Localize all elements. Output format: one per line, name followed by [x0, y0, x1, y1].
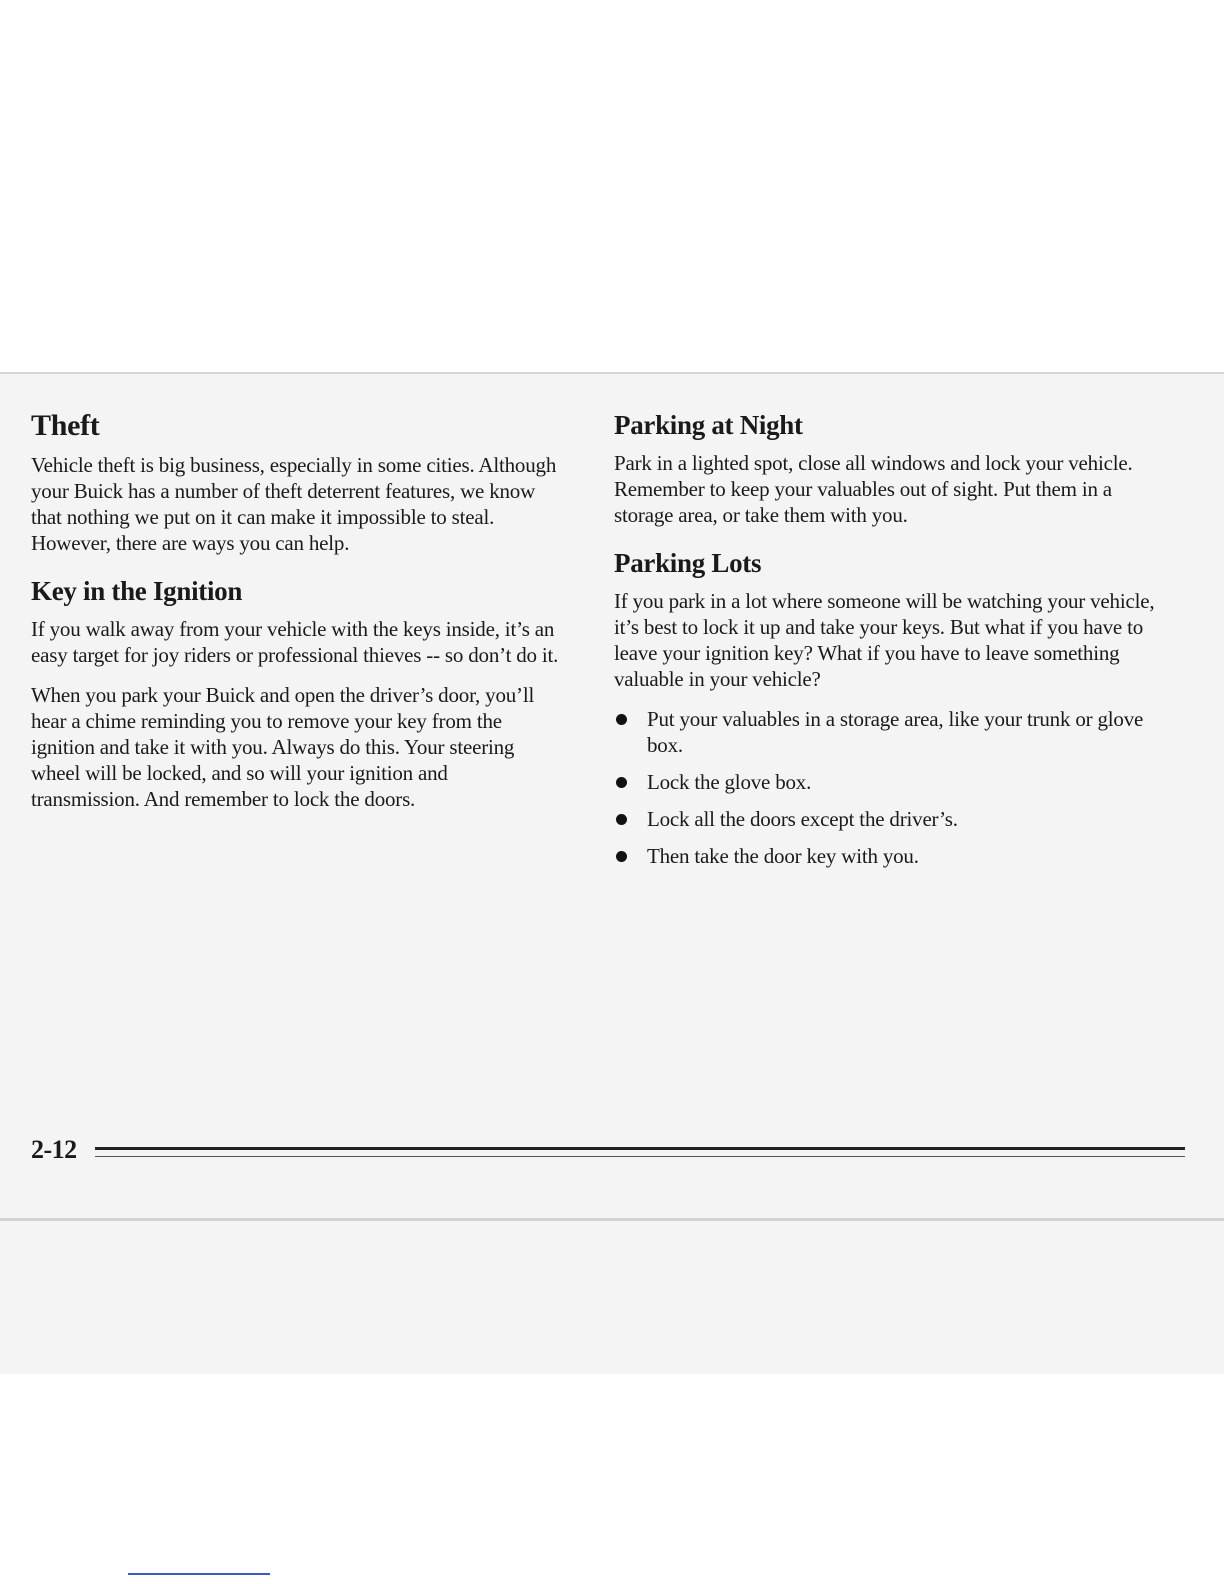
- key-in-ignition-heading: Key in the Ignition: [31, 576, 243, 606]
- theft-heading: Theft: [31, 409, 100, 442]
- parking-lots-bullet-list: [614, 706, 1174, 869]
- list-item: [614, 843, 1174, 869]
- key-in-ignition-paragraph-1: If you walk away from your vehicle with the keys inside, it’s an easy target for joy riders or professional thieves -- so don’t do it.: [31, 617, 559, 667]
- page-number: 2-12: [31, 1135, 77, 1164]
- list-item-text: Then take the door key with you.: [647, 844, 919, 868]
- page-footer: [31, 1130, 1156, 1170]
- footer-rule: [95, 1147, 1185, 1150]
- list-item: [614, 806, 1174, 832]
- right-column: [614, 408, 1174, 880]
- list-item-text: Lock the glove box.: [647, 770, 812, 794]
- bullet-icon: [616, 777, 627, 788]
- bullet-icon: [616, 851, 627, 862]
- left-column: [31, 408, 561, 826]
- list-item: [614, 706, 1174, 758]
- parking-at-night-heading: Parking at Night: [614, 410, 803, 440]
- scan-edge-line: [0, 1218, 1224, 1221]
- key-in-ignition-paragraph-2: When you park your Buick and open the driver’s door, you’ll hear a chime reminding you to remove your key from the ignition and take it with you. Always do this. Your steering wheel will be locked, and so will your ignition and transmission. And remember to lock the doors.: [31, 683, 535, 811]
- list-item-text: Lock all the doors except the driver’s.: [647, 807, 958, 831]
- parking-at-night-paragraph: Park in a lighted spot, close all windows and lock your vehicle. Remember to keep your valuables out of sight. Put them in a storage area, or take them with you.: [614, 451, 1133, 527]
- parking-lots-paragraph: If you park in a lot where someone will be watching your vehicle, it’s best to lock it up and take your keys. But what if you have to leave your ignition key? What if you have to leave something valuable in your vehicle?: [614, 589, 1155, 691]
- list-item-text: Put your valuables in a storage area, like your trunk or glove box.: [647, 707, 1144, 757]
- theft-paragraph: Vehicle theft is big business, especially in some cities. Although your Buick has a number of theft deterrent features, we know that nothing we put on it can make it impossible to steal. However, there are ways you can help.: [31, 453, 557, 555]
- bottom-underline-mark: [128, 1573, 270, 1575]
- parking-lots-heading: Parking Lots: [614, 548, 762, 578]
- footer-rule-thin: [95, 1156, 1185, 1157]
- bullet-icon: [616, 714, 627, 725]
- list-item: [614, 769, 1174, 795]
- bullet-icon: [616, 814, 627, 825]
